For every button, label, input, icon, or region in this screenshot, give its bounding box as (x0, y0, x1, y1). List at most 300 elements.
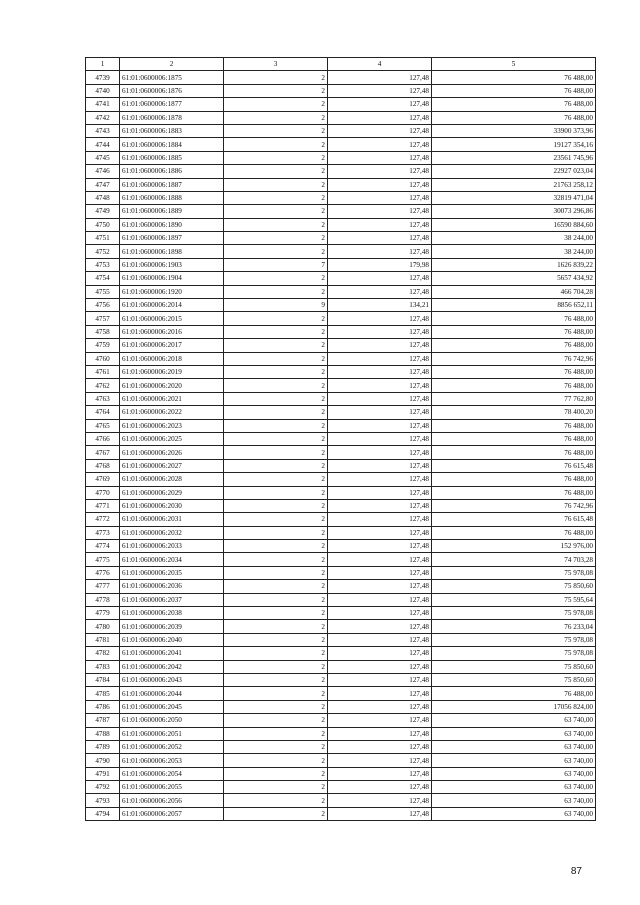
column-4-value-cell: 127,48 (328, 513, 432, 526)
column-5-value-cell: 63 740,00 (432, 754, 596, 767)
column-5-value-cell: 74 703,28 (432, 553, 596, 566)
row-number-cell: 4771 (86, 499, 120, 512)
row-number-cell: 4776 (86, 566, 120, 579)
row-number-cell: 4792 (86, 781, 120, 794)
table-row (86, 432, 596, 445)
cadastral-number-cell: 61:01:0600006:2035 (120, 566, 224, 579)
column-5-value-cell: 38 244,00 (432, 232, 596, 245)
table-row (86, 124, 596, 137)
table-row (86, 714, 596, 727)
table-row (86, 111, 596, 124)
column-5-value-cell: 75 850,60 (432, 673, 596, 686)
cadastral-number-cell: 61:01:0600006:1883 (120, 124, 224, 137)
column-4-value-cell: 127,48 (328, 553, 432, 566)
column-4-value-cell: 127,48 (328, 673, 432, 686)
column-3-value-cell: 2 (224, 660, 328, 673)
column-5-value-cell: 75 850,60 (432, 660, 596, 673)
column-4-value-cell: 127,48 (328, 781, 432, 794)
cadastral-number-cell: 61:01:0600006:2032 (120, 526, 224, 539)
row-number-cell: 4764 (86, 406, 120, 419)
column-3-value-cell: 2 (224, 285, 328, 298)
column-4-value-cell: 127,48 (328, 71, 432, 84)
column-5-value-cell: 76 488,00 (432, 339, 596, 352)
table-row (86, 419, 596, 432)
column-5-value-cell: 8856 652,11 (432, 299, 596, 312)
column-5-value-cell: 63 740,00 (432, 807, 596, 820)
column-5-value-cell: 75 978,08 (432, 607, 596, 620)
table-row (86, 660, 596, 673)
column-5-value-cell: 76 488,00 (432, 473, 596, 486)
column-4-value-cell: 127,48 (328, 218, 432, 231)
row-number-cell: 4787 (86, 714, 120, 727)
cadastral-number-cell: 61:01:0600006:2028 (120, 473, 224, 486)
row-number-cell: 4769 (86, 473, 120, 486)
row-number-cell: 4748 (86, 191, 120, 204)
column-3-value-cell: 2 (224, 580, 328, 593)
row-number-cell: 4752 (86, 245, 120, 258)
column-4-value-cell: 127,48 (328, 446, 432, 459)
row-number-cell: 4791 (86, 767, 120, 780)
row-number-cell: 4744 (86, 138, 120, 151)
column-4-value-cell: 127,48 (328, 205, 432, 218)
column-5-value-cell: 76 488,00 (432, 432, 596, 445)
column-5-value-cell: 23561 745,96 (432, 151, 596, 164)
column-3-value-cell: 2 (224, 767, 328, 780)
row-number-cell: 4786 (86, 700, 120, 713)
column-5-value-cell: 152 976,00 (432, 540, 596, 553)
table-row (86, 794, 596, 807)
row-number-cell: 4781 (86, 633, 120, 646)
table-row (86, 406, 596, 419)
column-4-value-cell: 127,48 (328, 111, 432, 124)
column-3-value-cell: 2 (224, 71, 328, 84)
column-3-value-cell: 2 (224, 781, 328, 794)
cadastral-number-cell: 61:01:0600006:2018 (120, 352, 224, 365)
table-row (86, 245, 596, 258)
cadastral-number-cell: 61:01:0600006:2023 (120, 419, 224, 432)
column-4-value-cell: 127,48 (328, 714, 432, 727)
column-4-value-cell: 127,48 (328, 473, 432, 486)
cadastral-number-cell: 61:01:0600006:1898 (120, 245, 224, 258)
table-row (86, 218, 596, 231)
column-5-value-cell: 76 615,48 (432, 513, 596, 526)
table-row (86, 473, 596, 486)
column-4-value-cell: 127,48 (328, 419, 432, 432)
column-5-value-cell: 76 488,00 (432, 312, 596, 325)
column-3-value-cell: 2 (224, 807, 328, 820)
column-5-value-cell: 76 488,00 (432, 446, 596, 459)
row-number-cell: 4761 (86, 365, 120, 378)
column-3-value-cell: 2 (224, 526, 328, 539)
column-3-value-cell: 2 (224, 124, 328, 137)
column-5-value-cell: 76 488,00 (432, 84, 596, 97)
row-number-cell: 4766 (86, 432, 120, 445)
cadastral-number-cell: 61:01:0600006:2044 (120, 687, 224, 700)
header-row (86, 58, 596, 71)
column-4-value-cell: 127,48 (328, 633, 432, 646)
cadastral-number-cell: 61:01:0600006:2038 (120, 607, 224, 620)
cadastral-number-cell: 61:01:0600006:2040 (120, 633, 224, 646)
table-row (86, 767, 596, 780)
column-4-value-cell: 127,48 (328, 178, 432, 191)
cadastral-number-cell: 61:01:0600006:2019 (120, 365, 224, 378)
cadastral-number-cell: 61:01:0600006:2043 (120, 673, 224, 686)
column-4-value-cell: 127,48 (328, 540, 432, 553)
table-row (86, 700, 596, 713)
column-5-value-cell: 5657 434,92 (432, 272, 596, 285)
cadastral-number-cell: 61:01:0600006:2020 (120, 379, 224, 392)
column-5-value-cell: 22927 023,04 (432, 165, 596, 178)
row-number-cell: 4772 (86, 513, 120, 526)
column-5-value-cell: 76 488,00 (432, 486, 596, 499)
column-5-value-cell: 1626 839,22 (432, 258, 596, 271)
column-3-value-cell: 2 (224, 714, 328, 727)
table-row (86, 325, 596, 338)
column-5-value-cell: 38 244,00 (432, 245, 596, 258)
column-5-value-cell: 63 740,00 (432, 740, 596, 753)
column-4-value-cell: 127,48 (328, 379, 432, 392)
table-row (86, 299, 596, 312)
column-5-value-cell: 19127 354,16 (432, 138, 596, 151)
column-4-value-cell: 127,48 (328, 84, 432, 97)
column-5-value-cell: 21763 258,12 (432, 178, 596, 191)
column-5-value-cell: 78 400,20 (432, 406, 596, 419)
column-5-value-cell: 75 850,60 (432, 580, 596, 593)
cadastral-number-cell: 61:01:0600006:2016 (120, 325, 224, 338)
table-row (86, 593, 596, 606)
column-3-value-cell: 2 (224, 620, 328, 633)
cadastral-number-cell: 61:01:0600006:2015 (120, 312, 224, 325)
column-4-value-cell: 127,48 (328, 365, 432, 378)
table-row (86, 339, 596, 352)
column-4-value-cell: 127,48 (328, 124, 432, 137)
table-row (86, 673, 596, 686)
column-header-3: 3 (224, 58, 328, 71)
column-5-value-cell: 33900 373,96 (432, 124, 596, 137)
column-4-value-cell: 127,48 (328, 593, 432, 606)
table-row (86, 71, 596, 84)
column-3-value-cell: 2 (224, 687, 328, 700)
row-number-cell: 4775 (86, 553, 120, 566)
row-number-cell: 4783 (86, 660, 120, 673)
table-row (86, 392, 596, 405)
cadastral-number-cell: 61:01:0600006:2017 (120, 339, 224, 352)
row-number-cell: 4750 (86, 218, 120, 231)
column-4-value-cell: 127,48 (328, 566, 432, 579)
column-3-value-cell: 2 (224, 459, 328, 472)
row-number-cell: 4784 (86, 673, 120, 686)
cadastral-number-cell: 61:01:0600006:2026 (120, 446, 224, 459)
column-5-value-cell: 16590 884,60 (432, 218, 596, 231)
column-4-value-cell: 127,48 (328, 499, 432, 512)
cadastral-number-cell: 61:01:0600006:2041 (120, 647, 224, 660)
cadastral-number-cell: 61:01:0600006:2051 (120, 727, 224, 740)
table-row (86, 178, 596, 191)
column-4-value-cell: 179,98 (328, 258, 432, 271)
table-row (86, 807, 596, 820)
cadastral-number-cell: 61:01:0600006:2034 (120, 553, 224, 566)
row-number-cell: 4790 (86, 754, 120, 767)
cadastral-number-cell: 61:01:0600006:2057 (120, 807, 224, 820)
column-5-value-cell: 76 742,96 (432, 499, 596, 512)
table-header (86, 58, 596, 71)
column-4-value-cell: 127,48 (328, 767, 432, 780)
column-4-value-cell: 127,48 (328, 138, 432, 151)
cadastral-number-cell: 61:01:0600006:1877 (120, 98, 224, 111)
cadastral-number-cell: 61:01:0600006:2039 (120, 620, 224, 633)
column-3-value-cell: 2 (224, 419, 328, 432)
row-number-cell: 4755 (86, 285, 120, 298)
column-4-value-cell: 127,48 (328, 191, 432, 204)
column-4-value-cell: 127,48 (328, 607, 432, 620)
cadastral-number-cell: 61:01:0600006:2054 (120, 767, 224, 780)
table-row (86, 446, 596, 459)
column-3-value-cell: 2 (224, 232, 328, 245)
column-3-value-cell: 2 (224, 151, 328, 164)
column-5-value-cell: 76 488,00 (432, 419, 596, 432)
cadastral-number-cell: 61:01:0600006:1878 (120, 111, 224, 124)
row-number-cell: 4770 (86, 486, 120, 499)
table-row (86, 513, 596, 526)
row-number-cell: 4747 (86, 178, 120, 191)
cadastral-number-cell: 61:01:0600006:2029 (120, 486, 224, 499)
cadastral-number-cell: 61:01:0600006:2045 (120, 700, 224, 713)
column-3-value-cell: 2 (224, 272, 328, 285)
cadastral-number-cell: 61:01:0600006:2050 (120, 714, 224, 727)
table-row (86, 553, 596, 566)
column-4-value-cell: 127,48 (328, 580, 432, 593)
column-5-value-cell: 32819 471,04 (432, 191, 596, 204)
column-4-value-cell: 127,48 (328, 285, 432, 298)
column-3-value-cell: 2 (224, 138, 328, 151)
column-4-value-cell: 127,48 (328, 647, 432, 660)
column-3-value-cell: 2 (224, 446, 328, 459)
column-3-value-cell: 2 (224, 513, 328, 526)
column-3-value-cell: 2 (224, 727, 328, 740)
column-4-value-cell: 127,48 (328, 352, 432, 365)
column-3-value-cell: 2 (224, 794, 328, 807)
table-row (86, 352, 596, 365)
table-row (86, 486, 596, 499)
table-row (86, 165, 596, 178)
row-number-cell: 4763 (86, 392, 120, 405)
column-5-value-cell: 466 704,28 (432, 285, 596, 298)
column-4-value-cell: 127,48 (328, 432, 432, 445)
cadastral-number-cell: 61:01:0600006:2056 (120, 794, 224, 807)
column-3-value-cell: 7 (224, 258, 328, 271)
table-row (86, 365, 596, 378)
column-5-value-cell: 77 762,80 (432, 392, 596, 405)
row-number-cell: 4739 (86, 71, 120, 84)
column-3-value-cell: 2 (224, 740, 328, 753)
column-3-value-cell: 2 (224, 486, 328, 499)
cadastral-number-cell: 61:01:0600006:2052 (120, 740, 224, 753)
row-number-cell: 4746 (86, 165, 120, 178)
row-number-cell: 4740 (86, 84, 120, 97)
column-4-value-cell: 127,48 (328, 312, 432, 325)
row-number-cell: 4788 (86, 727, 120, 740)
cadastral-number-cell: 61:01:0600006:2037 (120, 593, 224, 606)
row-number-cell: 4789 (86, 740, 120, 753)
column-3-value-cell: 2 (224, 325, 328, 338)
column-3-value-cell: 2 (224, 178, 328, 191)
row-number-cell: 4785 (86, 687, 120, 700)
column-3-value-cell: 9 (224, 299, 328, 312)
table-row (86, 84, 596, 97)
cadastral-number-cell: 61:01:0600006:2042 (120, 660, 224, 673)
column-5-value-cell: 75 978,08 (432, 633, 596, 646)
column-4-value-cell: 127,48 (328, 794, 432, 807)
row-number-cell: 4745 (86, 151, 120, 164)
row-number-cell: 4760 (86, 352, 120, 365)
row-number-cell: 4767 (86, 446, 120, 459)
column-3-value-cell: 2 (224, 673, 328, 686)
table-row (86, 754, 596, 767)
table-row (86, 151, 596, 164)
column-3-value-cell: 2 (224, 392, 328, 405)
column-5-value-cell: 75 978,08 (432, 566, 596, 579)
table-row (86, 727, 596, 740)
row-number-cell: 4765 (86, 419, 120, 432)
column-4-value-cell: 127,48 (328, 620, 432, 633)
row-number-cell: 4793 (86, 794, 120, 807)
column-5-value-cell: 76 488,00 (432, 379, 596, 392)
cadastral-number-cell: 61:01:0600006:2031 (120, 513, 224, 526)
table-row (86, 647, 596, 660)
table-row (86, 312, 596, 325)
column-4-value-cell: 134,21 (328, 299, 432, 312)
row-number-cell: 4779 (86, 607, 120, 620)
cadastral-number-cell: 61:01:0600006:1890 (120, 218, 224, 231)
column-4-value-cell: 127,48 (328, 700, 432, 713)
column-3-value-cell: 2 (224, 566, 328, 579)
column-4-value-cell: 127,48 (328, 392, 432, 405)
column-3-value-cell: 2 (224, 205, 328, 218)
column-4-value-cell: 127,48 (328, 232, 432, 245)
column-4-value-cell: 127,48 (328, 339, 432, 352)
table-body (86, 71, 596, 821)
column-3-value-cell: 2 (224, 700, 328, 713)
table-row (86, 607, 596, 620)
column-3-value-cell: 2 (224, 84, 328, 97)
row-number-cell: 4759 (86, 339, 120, 352)
table-row (86, 98, 596, 111)
column-4-value-cell: 127,48 (328, 754, 432, 767)
column-3-value-cell: 2 (224, 365, 328, 378)
column-header-4: 4 (328, 58, 432, 71)
column-3-value-cell: 2 (224, 499, 328, 512)
column-3-value-cell: 2 (224, 352, 328, 365)
column-3-value-cell: 2 (224, 379, 328, 392)
row-number-cell: 4742 (86, 111, 120, 124)
column-header-5: 5 (432, 58, 596, 71)
cadastral-number-cell: 61:01:0600006:1876 (120, 84, 224, 97)
column-5-value-cell: 76 488,00 (432, 526, 596, 539)
column-4-value-cell: 127,48 (328, 406, 432, 419)
cadastral-number-cell: 61:01:0600006:2033 (120, 540, 224, 553)
table-row (86, 285, 596, 298)
column-4-value-cell: 127,48 (328, 687, 432, 700)
cadastral-number-cell: 61:01:0600006:1897 (120, 232, 224, 245)
row-number-cell: 4753 (86, 258, 120, 271)
cadastral-number-cell: 61:01:0600006:1920 (120, 285, 224, 298)
table-row (86, 459, 596, 472)
column-5-value-cell: 76 488,00 (432, 687, 596, 700)
table-row (86, 566, 596, 579)
column-5-value-cell: 63 740,00 (432, 794, 596, 807)
column-3-value-cell: 2 (224, 593, 328, 606)
column-5-value-cell: 63 740,00 (432, 714, 596, 727)
column-5-value-cell: 76 488,00 (432, 111, 596, 124)
column-5-value-cell: 63 740,00 (432, 727, 596, 740)
column-5-value-cell: 76 615,48 (432, 459, 596, 472)
table-row (86, 540, 596, 553)
column-3-value-cell: 2 (224, 540, 328, 553)
cadastral-number-cell: 61:01:0600006:2030 (120, 499, 224, 512)
cadastral-number-cell: 61:01:0600006:1885 (120, 151, 224, 164)
cadastral-number-cell: 61:01:0600006:1888 (120, 191, 224, 204)
column-4-value-cell: 127,48 (328, 740, 432, 753)
row-number-cell: 4782 (86, 647, 120, 660)
column-4-value-cell: 127,48 (328, 272, 432, 285)
row-number-cell: 4751 (86, 232, 120, 245)
row-number-cell: 4741 (86, 98, 120, 111)
column-4-value-cell: 127,48 (328, 325, 432, 338)
table-row (86, 526, 596, 539)
row-number-cell: 4743 (86, 124, 120, 137)
table-row (86, 633, 596, 646)
table-row (86, 205, 596, 218)
table-row (86, 687, 596, 700)
table-row (86, 232, 596, 245)
column-4-value-cell: 127,48 (328, 727, 432, 740)
cadastral-number-cell: 61:01:0600006:1886 (120, 165, 224, 178)
row-number-cell: 4754 (86, 272, 120, 285)
table-row (86, 258, 596, 271)
column-4-value-cell: 127,48 (328, 459, 432, 472)
table-row (86, 580, 596, 593)
column-5-value-cell: 75 978,08 (432, 647, 596, 660)
column-3-value-cell: 2 (224, 339, 328, 352)
cadastral-number-cell: 61:01:0600006:1875 (120, 71, 224, 84)
table-row (86, 191, 596, 204)
column-4-value-cell: 127,48 (328, 245, 432, 258)
column-5-value-cell: 63 740,00 (432, 767, 596, 780)
row-number-cell: 4749 (86, 205, 120, 218)
cadastral-number-cell: 61:01:0600006:2055 (120, 781, 224, 794)
column-3-value-cell: 2 (224, 633, 328, 646)
column-5-value-cell: 76 488,00 (432, 71, 596, 84)
column-3-value-cell: 2 (224, 245, 328, 258)
column-4-value-cell: 127,48 (328, 526, 432, 539)
cadastral-number-cell: 61:01:0600006:1904 (120, 272, 224, 285)
cadastral-number-cell: 61:01:0600006:2021 (120, 392, 224, 405)
column-3-value-cell: 2 (224, 647, 328, 660)
row-number-cell: 4758 (86, 325, 120, 338)
table-row (86, 138, 596, 151)
table-row (86, 740, 596, 753)
row-number-cell: 4774 (86, 540, 120, 553)
column-3-value-cell: 2 (224, 165, 328, 178)
cadastral-number-cell: 61:01:0600006:1887 (120, 178, 224, 191)
column-5-value-cell: 76 233,04 (432, 620, 596, 633)
column-3-value-cell: 2 (224, 191, 328, 204)
cadastral-number-cell: 61:01:0600006:1884 (120, 138, 224, 151)
column-4-value-cell: 127,48 (328, 165, 432, 178)
cadastral-number-cell: 61:01:0600006:1903 (120, 258, 224, 271)
data-table (85, 57, 596, 821)
table-row (86, 781, 596, 794)
